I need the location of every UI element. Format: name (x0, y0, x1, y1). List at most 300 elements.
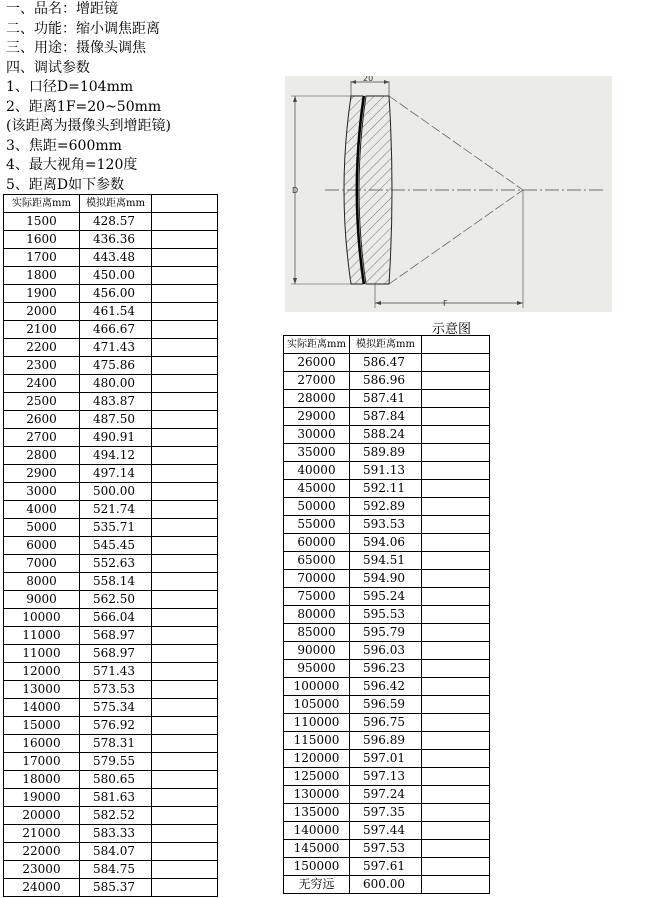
simulated-distance-cell: 494.12 (80, 447, 152, 465)
actual-distance-cell: 16000 (4, 735, 80, 753)
column-header: 模拟距离mm (350, 336, 422, 354)
table-row (4, 357, 218, 375)
actual-distance-cell: 150000 (284, 858, 350, 876)
actual-distance-cell: 85000 (284, 624, 350, 642)
intro-line: 一、品名：增距镜 (6, 1, 118, 17)
empty-cell (422, 768, 490, 786)
actual-distance-cell: 115000 (284, 732, 350, 750)
actual-distance-cell: 5000 (4, 519, 80, 537)
table-row (4, 393, 218, 411)
simulated-distance-cell: 595.79 (350, 624, 422, 642)
empty-cell (422, 354, 490, 372)
simulated-distance-cell: 596.75 (350, 714, 422, 732)
empty-cell (422, 480, 490, 498)
table-row (284, 624, 490, 642)
table-row (4, 447, 218, 465)
simulated-distance-cell: 500.00 (80, 483, 152, 501)
table-row (4, 681, 218, 699)
table-row (284, 588, 490, 606)
empty-cell (152, 789, 218, 807)
table-row (284, 732, 490, 750)
table-row (4, 861, 218, 879)
table-row (4, 645, 218, 663)
table-row (4, 249, 218, 267)
empty-cell (422, 390, 490, 408)
table-row (4, 627, 218, 645)
intro-line: (该距离为摄像头到增距镜) (6, 118, 171, 134)
empty-cell (152, 339, 218, 357)
empty-cell (152, 573, 218, 591)
empty-cell (152, 465, 218, 483)
simulated-distance-cell: 487.50 (80, 411, 152, 429)
table-row (4, 699, 218, 717)
table-row (284, 444, 490, 462)
column-header: 实际距离mm (4, 195, 80, 213)
ray-bottom (389, 190, 523, 284)
table-header-row (4, 195, 218, 213)
distance-table-right (283, 335, 490, 894)
table-row (4, 591, 218, 609)
actual-distance-cell: 17000 (4, 753, 80, 771)
actual-distance-cell: 9000 (4, 591, 80, 609)
table-row (4, 717, 218, 735)
simulated-distance-cell: 582.52 (80, 807, 152, 825)
table-row (284, 354, 490, 372)
simulated-distance-cell: 597.01 (350, 750, 422, 768)
table-row (284, 570, 490, 588)
simulated-distance-cell: 521.74 (80, 501, 152, 519)
actual-distance-cell: 2000 (4, 303, 80, 321)
simulated-distance-cell: 583.33 (80, 825, 152, 843)
actual-distance-cell: 50000 (284, 498, 350, 516)
actual-distance-cell: 14000 (4, 699, 80, 717)
empty-cell (152, 429, 218, 447)
actual-distance-cell: 30000 (284, 426, 350, 444)
table-row (4, 501, 218, 519)
actual-distance-cell: 2200 (4, 339, 80, 357)
empty-cell (422, 534, 490, 552)
empty-cell (152, 771, 218, 789)
dim-f-label: F (443, 299, 448, 308)
simulated-distance-cell: 600.00 (350, 876, 422, 894)
actual-distance-cell: 24000 (4, 879, 80, 897)
actual-distance-cell: 13000 (4, 681, 80, 699)
table-row (284, 480, 490, 498)
simulated-distance-cell: 584.75 (80, 861, 152, 879)
lens-right-element (359, 96, 392, 284)
empty-cell (152, 591, 218, 609)
table-row (4, 267, 218, 285)
table-row (284, 696, 490, 714)
empty-cell (422, 804, 490, 822)
table-row (284, 534, 490, 552)
table-row (284, 390, 490, 408)
actual-distance-cell: 8000 (4, 573, 80, 591)
actual-distance-cell: 3000 (4, 483, 80, 501)
empty-cell (422, 372, 490, 390)
table-row (4, 789, 218, 807)
actual-distance-cell: 2500 (4, 393, 80, 411)
actual-distance-cell: 135000 (284, 804, 350, 822)
intro-line: 5、距离D如下参数 (6, 176, 125, 193)
actual-distance-cell: 10000 (4, 609, 80, 627)
table-row (284, 642, 490, 660)
lens-diagram (285, 76, 612, 312)
empty-cell (152, 249, 218, 267)
simulated-distance-cell: 596.59 (350, 696, 422, 714)
simulated-distance-cell: 597.61 (350, 858, 422, 876)
actual-distance-cell: 26000 (284, 354, 350, 372)
table-row (284, 768, 490, 786)
empty-cell (152, 735, 218, 753)
empty-cell (422, 840, 490, 858)
simulated-distance-cell: 471.43 (80, 339, 152, 357)
table-row (284, 462, 490, 480)
table-row (284, 498, 490, 516)
table-row (4, 303, 218, 321)
empty-cell (422, 498, 490, 516)
table-row (284, 660, 490, 678)
empty-cell (422, 588, 490, 606)
actual-distance-cell: 65000 (284, 552, 350, 570)
empty-cell (152, 753, 218, 771)
simulated-distance-cell: 595.24 (350, 588, 422, 606)
actual-distance-cell: 40000 (284, 462, 350, 480)
empty-cell (152, 267, 218, 285)
empty-cell (422, 462, 490, 480)
empty-cell (152, 681, 218, 699)
table-row (284, 426, 490, 444)
simulated-distance-cell: 586.96 (350, 372, 422, 390)
table-row (4, 483, 218, 501)
actual-distance-cell: 75000 (284, 588, 350, 606)
table-row (4, 213, 218, 231)
simulated-distance-cell: 581.63 (80, 789, 152, 807)
actual-distance-cell: 6000 (4, 537, 80, 555)
simulated-distance-cell: 596.23 (350, 660, 422, 678)
simulated-distance-cell: 461.54 (80, 303, 152, 321)
table-row (4, 825, 218, 843)
empty-cell (152, 393, 218, 411)
actual-distance-cell: 2300 (4, 357, 80, 375)
simulated-distance-cell: 568.97 (80, 627, 152, 645)
actual-distance-cell: 105000 (284, 696, 350, 714)
distance-table-left (3, 194, 218, 897)
empty-cell (422, 408, 490, 426)
simulated-distance-cell: 578.31 (80, 735, 152, 753)
simulated-distance-cell: 558.14 (80, 573, 152, 591)
empty-cell (422, 552, 490, 570)
simulated-distance-cell: 573.53 (80, 681, 152, 699)
actual-distance-cell: 23000 (4, 861, 80, 879)
column-header (152, 195, 218, 213)
empty-cell (422, 714, 490, 732)
table-row (4, 519, 218, 537)
actual-distance-cell: 2700 (4, 429, 80, 447)
simulated-distance-cell: 584.07 (80, 843, 152, 861)
empty-cell (152, 861, 218, 879)
simulated-distance-cell: 596.89 (350, 732, 422, 750)
empty-cell (152, 879, 218, 897)
column-header (422, 336, 490, 354)
simulated-distance-cell: 443.48 (80, 249, 152, 267)
empty-cell (422, 876, 490, 894)
table-row (4, 411, 218, 429)
actual-distance-cell: 110000 (284, 714, 350, 732)
intro-line: 四、调试参数 (6, 59, 90, 76)
simulated-distance-cell: 480.00 (80, 375, 152, 393)
table-row (284, 858, 490, 876)
table-row (284, 678, 490, 696)
empty-cell (422, 426, 490, 444)
simulated-distance-cell: 586.47 (350, 354, 422, 372)
simulated-distance-cell: 568.97 (80, 645, 152, 663)
actual-distance-cell: 35000 (284, 444, 350, 462)
table-row (4, 663, 218, 681)
actual-distance-cell: 18000 (4, 771, 80, 789)
simulated-distance-cell: 597.24 (350, 786, 422, 804)
dim-d-label: D (292, 186, 299, 195)
simulated-distance-cell: 552.63 (80, 555, 152, 573)
simulated-distance-cell: 497.14 (80, 465, 152, 483)
empty-cell (152, 645, 218, 663)
simulated-distance-cell: 483.87 (80, 393, 152, 411)
actual-distance-cell: 15000 (4, 717, 80, 735)
empty-cell (422, 660, 490, 678)
table-row (4, 807, 218, 825)
simulated-distance-cell: 587.41 (350, 390, 422, 408)
table-row (284, 822, 490, 840)
table-row (284, 552, 490, 570)
actual-distance-cell: 无穷远 (284, 876, 350, 894)
empty-cell (422, 642, 490, 660)
actual-distance-cell: 2600 (4, 411, 80, 429)
actual-distance-cell: 7000 (4, 555, 80, 573)
simulated-distance-cell: 592.11 (350, 480, 422, 498)
actual-distance-cell: 55000 (284, 516, 350, 534)
table-row (284, 372, 490, 390)
actual-distance-cell: 60000 (284, 534, 350, 552)
empty-cell (152, 303, 218, 321)
actual-distance-cell: 140000 (284, 822, 350, 840)
actual-distance-cell: 1700 (4, 249, 80, 267)
simulated-distance-cell: 566.04 (80, 609, 152, 627)
simulated-distance-cell: 594.06 (350, 534, 422, 552)
diagram-caption: 示意图 (432, 322, 472, 337)
actual-distance-cell: 11000 (4, 645, 80, 663)
simulated-distance-cell: 588.24 (350, 426, 422, 444)
empty-cell (152, 411, 218, 429)
actual-distance-cell: 21000 (4, 825, 80, 843)
intro-line: 2、距离1F=20~50mm (6, 98, 162, 115)
actual-distance-cell: 1500 (4, 213, 80, 231)
table-row (4, 339, 218, 357)
empty-cell (152, 717, 218, 735)
table-row (4, 879, 218, 897)
simulated-distance-cell: 545.45 (80, 537, 152, 555)
table-row (284, 408, 490, 426)
table-row (284, 750, 490, 768)
simulated-distance-cell: 575.34 (80, 699, 152, 717)
table-row (4, 231, 218, 249)
intro-block (6, 0, 171, 195)
empty-cell (152, 483, 218, 501)
simulated-distance-cell: 587.84 (350, 408, 422, 426)
simulated-distance-cell: 456.00 (80, 285, 152, 303)
empty-cell (422, 732, 490, 750)
actual-distance-cell: 28000 (284, 390, 350, 408)
actual-distance-cell: 20000 (4, 807, 80, 825)
actual-distance-cell: 1800 (4, 267, 80, 285)
empty-cell (152, 663, 218, 681)
table-row (4, 555, 218, 573)
actual-distance-cell: 1600 (4, 231, 80, 249)
actual-distance-cell: 125000 (284, 768, 350, 786)
actual-distance-cell: 27000 (284, 372, 350, 390)
simulated-distance-cell: 597.35 (350, 804, 422, 822)
empty-cell (152, 555, 218, 573)
simulated-distance-cell: 576.92 (80, 717, 152, 735)
simulated-distance-cell: 580.65 (80, 771, 152, 789)
empty-cell (422, 444, 490, 462)
simulated-distance-cell: 595.53 (350, 606, 422, 624)
lens-diagram-svg (285, 76, 612, 312)
simulated-distance-cell: 585.37 (80, 879, 152, 897)
column-header: 实际距离mm (284, 336, 350, 354)
actual-distance-cell: 12000 (4, 663, 80, 681)
actual-distance-cell: 90000 (284, 642, 350, 660)
actual-distance-cell: 100000 (284, 678, 350, 696)
intro-line: 三、用途：摄像头调焦 (6, 40, 146, 56)
empty-cell (152, 357, 218, 375)
empty-cell (152, 213, 218, 231)
actual-distance-cell: 19000 (4, 789, 80, 807)
column-header: 模拟距离mm (80, 195, 152, 213)
actual-distance-cell: 130000 (284, 786, 350, 804)
simulated-distance-cell: 592.89 (350, 498, 422, 516)
table-row (284, 840, 490, 858)
simulated-distance-cell: 490.91 (80, 429, 152, 447)
actual-distance-cell: 145000 (284, 840, 350, 858)
empty-cell (422, 516, 490, 534)
actual-distance-cell: 45000 (284, 480, 350, 498)
empty-cell (152, 825, 218, 843)
table-row (4, 753, 218, 771)
empty-cell (422, 624, 490, 642)
empty-cell (422, 606, 490, 624)
empty-cell (422, 570, 490, 588)
empty-cell (152, 537, 218, 555)
actual-distance-cell: 2900 (4, 465, 80, 483)
table-row (284, 606, 490, 624)
actual-distance-cell: 80000 (284, 606, 350, 624)
empty-cell (152, 321, 218, 339)
table-row (284, 786, 490, 804)
table-row (284, 876, 490, 894)
actual-distance-cell: 29000 (284, 408, 350, 426)
simulated-distance-cell: 571.43 (80, 663, 152, 681)
actual-distance-cell: 95000 (284, 660, 350, 678)
simulated-distance-cell: 593.53 (350, 516, 422, 534)
simulated-distance-cell: 466.67 (80, 321, 152, 339)
dim-top-label: 20 (363, 76, 374, 83)
empty-cell (152, 231, 218, 249)
empty-cell (422, 678, 490, 696)
simulated-distance-cell: 579.55 (80, 753, 152, 771)
intro-line: 4、最大视角=120度 (6, 157, 138, 173)
empty-cell (152, 843, 218, 861)
table-row (4, 735, 218, 753)
simulated-distance-cell: 436.36 (80, 231, 152, 249)
empty-cell (422, 696, 490, 714)
empty-cell (152, 447, 218, 465)
intro-line: 3、焦距=600mm (6, 137, 122, 154)
actual-distance-cell: 1900 (4, 285, 80, 303)
simulated-distance-cell: 594.90 (350, 570, 422, 588)
table-header-row (284, 336, 490, 354)
actual-distance-cell: 22000 (4, 843, 80, 861)
actual-distance-cell: 70000 (284, 570, 350, 588)
table-row (284, 516, 490, 534)
empty-cell (152, 519, 218, 537)
table-row (4, 465, 218, 483)
simulated-distance-cell: 596.42 (350, 678, 422, 696)
empty-cell (152, 699, 218, 717)
actual-distance-cell: 2100 (4, 321, 80, 339)
actual-distance-cell: 2400 (4, 375, 80, 393)
simulated-distance-cell: 535.71 (80, 519, 152, 537)
actual-distance-cell: 2800 (4, 447, 80, 465)
table-row (4, 429, 218, 447)
table-row (4, 285, 218, 303)
simulated-distance-cell: 475.86 (80, 357, 152, 375)
actual-distance-cell: 4000 (4, 501, 80, 519)
table-row (4, 375, 218, 393)
empty-cell (152, 807, 218, 825)
ray-top (389, 96, 523, 190)
simulated-distance-cell: 596.03 (350, 642, 422, 660)
empty-cell (152, 627, 218, 645)
empty-cell (422, 750, 490, 768)
simulated-distance-cell: 597.44 (350, 822, 422, 840)
empty-cell (422, 786, 490, 804)
actual-distance-cell: 11000 (4, 627, 80, 645)
simulated-distance-cell: 591.13 (350, 462, 422, 480)
simulated-distance-cell: 597.53 (350, 840, 422, 858)
table-row (4, 573, 218, 591)
simulated-distance-cell: 562.50 (80, 591, 152, 609)
table-row (4, 843, 218, 861)
simulated-distance-cell: 589.89 (350, 444, 422, 462)
simulated-distance-cell: 597.13 (350, 768, 422, 786)
simulated-distance-cell: 428.57 (80, 213, 152, 231)
empty-cell (152, 285, 218, 303)
table-row (284, 714, 490, 732)
actual-distance-cell: 120000 (284, 750, 350, 768)
empty-cell (152, 609, 218, 627)
empty-cell (422, 822, 490, 840)
table-row (284, 804, 490, 822)
table-row (4, 537, 218, 555)
table-row (4, 609, 218, 627)
table-row (4, 321, 218, 339)
simulated-distance-cell: 594.51 (350, 552, 422, 570)
empty-cell (422, 858, 490, 876)
empty-cell (152, 501, 218, 519)
table-row (4, 771, 218, 789)
intro-line: 二、功能：缩小调焦距离 (6, 20, 160, 37)
simulated-distance-cell: 450.00 (80, 267, 152, 285)
